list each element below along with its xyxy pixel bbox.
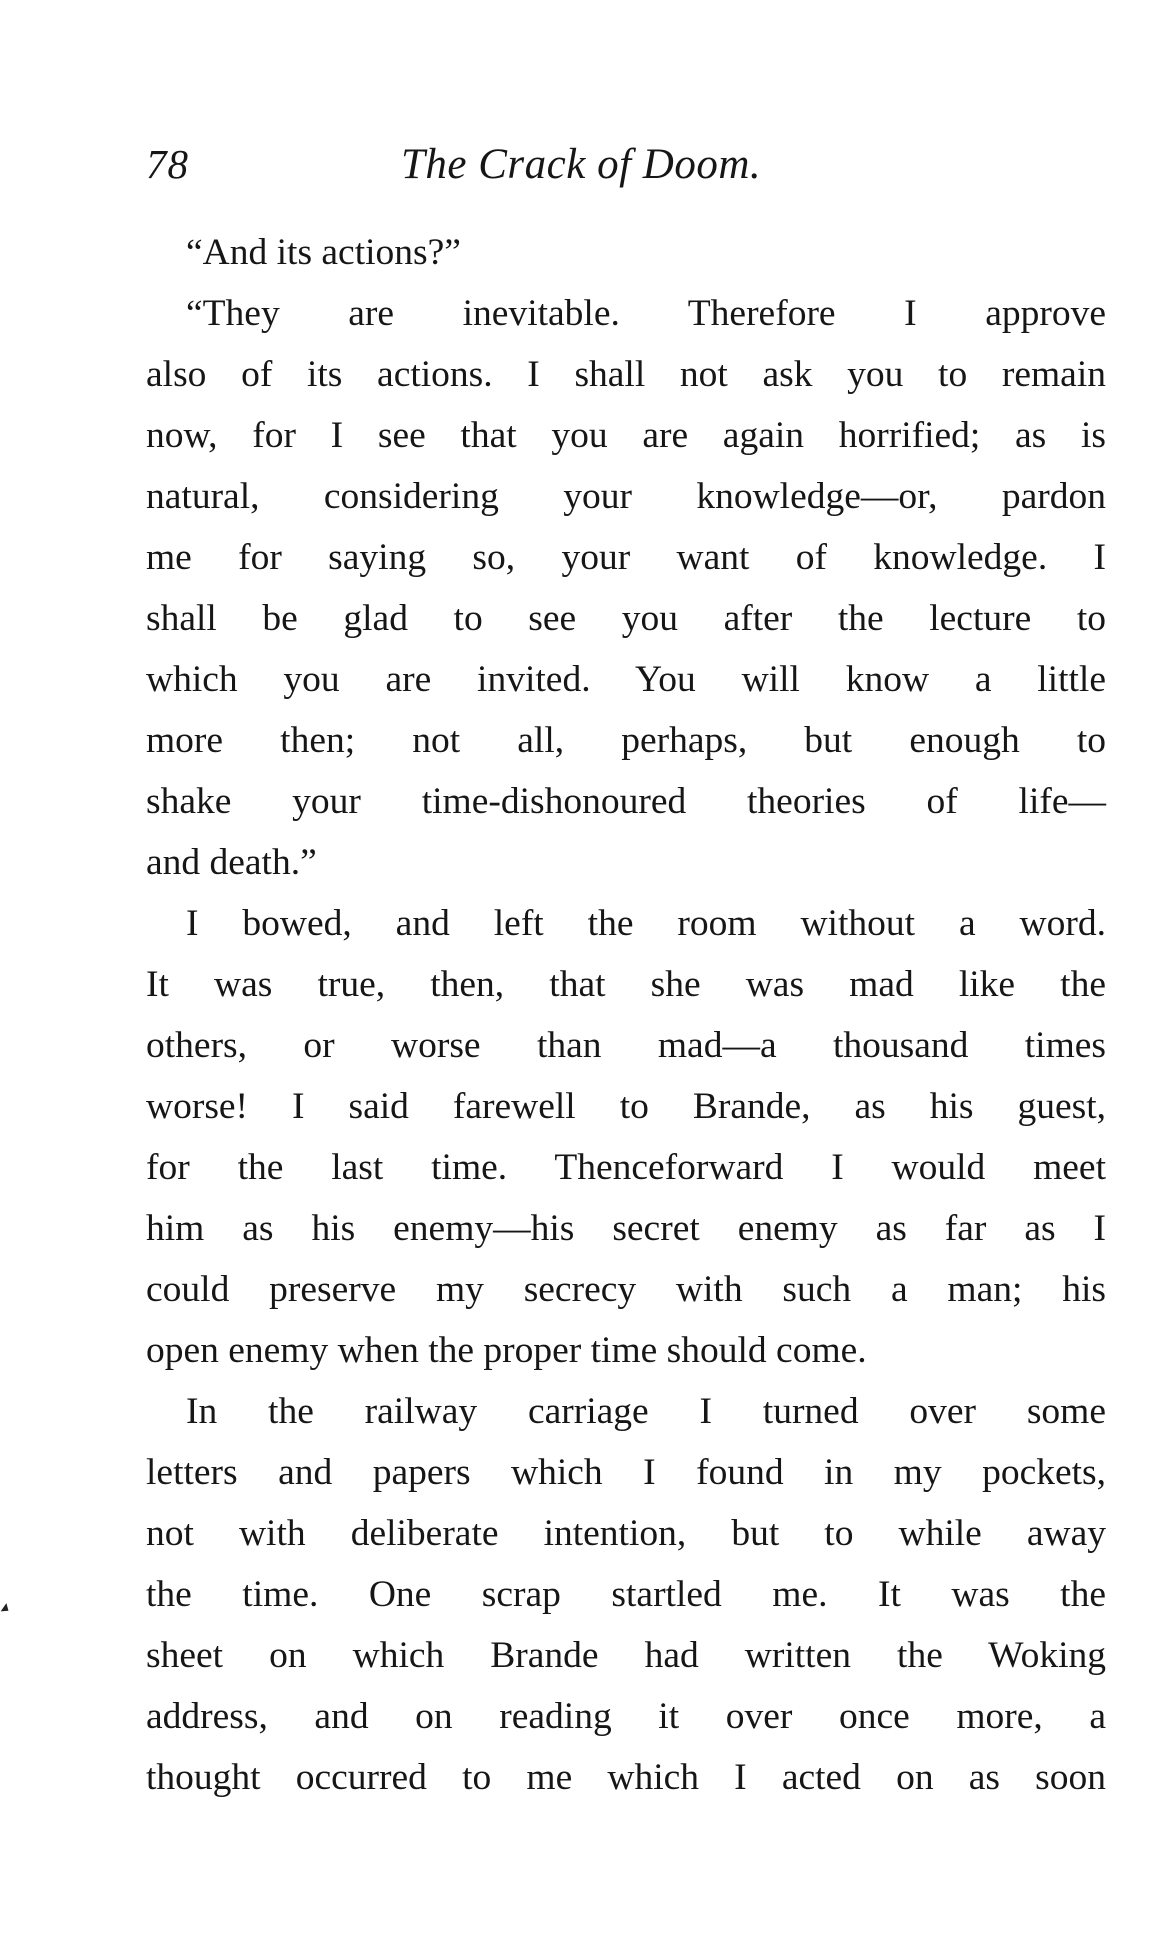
text-line: which you are invited. You will know a little <box>146 659 1106 700</box>
text-line: natural, considering your knowledge—or, pardon <box>146 476 1106 517</box>
text-line: me for saying so, your want of knowledge. I <box>146 537 1106 578</box>
text-line: letters and papers which I found in my pockets, <box>146 1452 1106 1493</box>
text-line: “And its actions?” <box>186 232 461 273</box>
text-line: him as his enemy—his secret enemy as far as I <box>146 1208 1106 1249</box>
margin-speck-mark <box>1 1603 12 1615</box>
text-line: now, for I see that you are again horrified; as is <box>146 415 1106 456</box>
text-line: It was true, then, that she was mad like the <box>146 964 1106 1005</box>
text-line: address, and on reading it over once more, a <box>146 1696 1106 1737</box>
text-line: shall be glad to see you after the lecture to <box>146 598 1106 639</box>
page-number: 78 <box>146 141 189 187</box>
text-line: also of its actions. I shall not ask you to remain <box>146 354 1106 395</box>
running-head <box>146 140 1106 200</box>
text-line: sheet on which Brande had written the Woking <box>146 1635 1106 1676</box>
text-line: thought occurred to me which I acted on as soon <box>146 1757 1106 1798</box>
body-text <box>146 222 1106 1808</box>
text-line: for the last time. Thenceforward I would meet <box>146 1147 1106 1188</box>
text-line: could preserve my secrecy with such a man; his <box>146 1269 1106 1310</box>
text-line: open enemy when the proper time should come. <box>146 1330 867 1371</box>
text-line: and death.” <box>146 842 317 883</box>
text-line: others, or worse than mad—a thousand times <box>146 1025 1106 1066</box>
text-line: shake your time-dishonoured theories of life— <box>146 781 1106 822</box>
text-line: more then; not all, perhaps, but enough to <box>146 720 1106 761</box>
running-title: The Crack of Doom. <box>401 141 762 188</box>
text-line: worse! I said farewell to Brande, as his guest, <box>146 1086 1106 1127</box>
text-line: not with deliberate intention, but to while away <box>146 1513 1106 1554</box>
text-line: I bowed, and left the room without a word. <box>186 903 1106 944</box>
text-line: In the railway carriage I turned over some <box>186 1391 1106 1432</box>
text-line: the time. One scrap startled me. It was the <box>146 1574 1106 1615</box>
text-line: “They are inevitable. Therefore I approve <box>186 293 1106 334</box>
